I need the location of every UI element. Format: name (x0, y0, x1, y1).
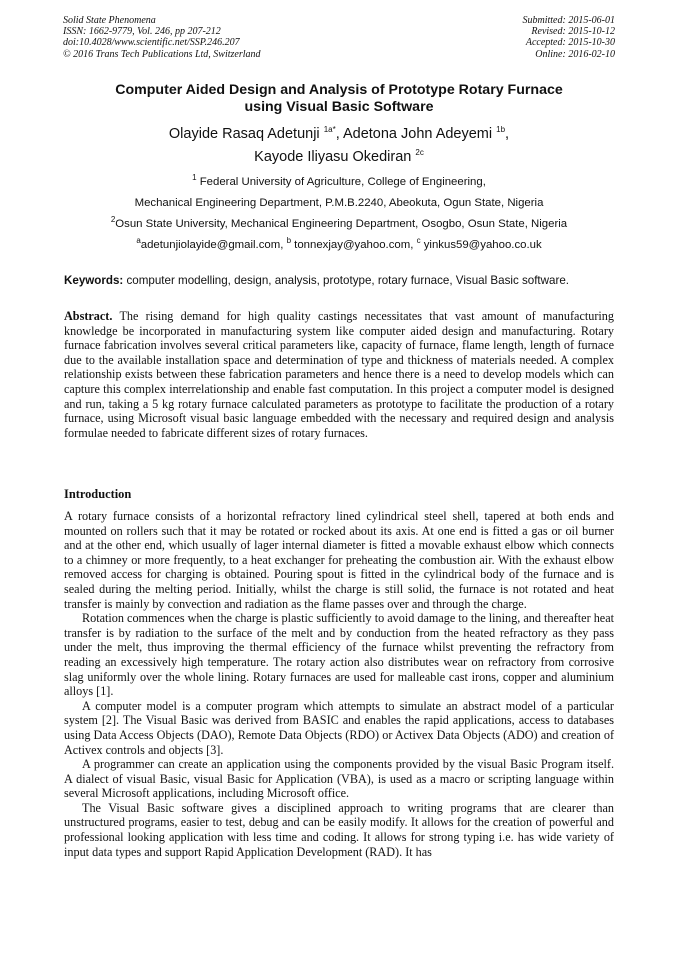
author-3: Kayode Iliyasu Okediran (254, 149, 412, 165)
affiliation-2-sup: 2 (110, 215, 116, 225)
issn: ISSN: 1662-9779, Vol. 246, pp 207-212 (63, 26, 221, 38)
author-sep-1: , (335, 126, 343, 142)
keywords-label: Keywords: (64, 274, 124, 287)
author-2: Adetona John Adeyemi (342, 126, 493, 142)
email-c: yinkus59@yahoo.co.uk (420, 239, 542, 251)
affiliation-1-line-1 (60, 175, 618, 189)
abstract-label: Abstract. (64, 309, 113, 323)
email-a: adetunjiolayide@gmail.com, (140, 239, 287, 251)
intro-paragraph-1: A rotary furnace consists of a horizontal refractory lined cylindrical steel shell, tapered at both ends and mounted on rollers such that it may be rotated or rocked about its axis. At one end is fitted a gas or oil burner and at the other end, which usually of lager internal diameter is fitted a movable exhaust elbow which connects to a chimney or more frequently, to a heat exchanger for preheating the combustion air. With the exhaust elbow removed access for charging is obtained. Pouring spout is fitted in the cylindrical body of the furnace and is sealed during the melting period. Initially, whilst the charge is still solid, the furnace is not rotated and heat transfer is mainly by convection and radiation as the flame passes over and through the charge. (64, 509, 614, 611)
author-sep-2: , (505, 126, 510, 142)
title-line-1: Computer Aided Design and Analysis of Prototype Rotary Furnace (115, 82, 563, 98)
online-date: Online: 2016-02-10 (535, 48, 615, 60)
email-b-sup: b (286, 236, 292, 246)
affiliation-2 (60, 217, 618, 231)
intro-paragraph-2: Rotation commences when the charge is plastic sufficiently to avoid damage to the lining, and thereafter heat transfer is by radiation to the surface of the melt and by conduction from the heated refractory as they pass under the melt, thus improving the thermal efficiency of the furnace whilst preventing the refractory from reading an excessively high temperature. The rotary action also distributes wear on refractory from corrosive slag uniformly over the whole lining. Rotary furnaces are used for malleable cast irons, copper and aluminium alloys [1]. (64, 611, 614, 699)
author-2-sup: 1b (496, 125, 506, 135)
intro-paragraph-3: A computer model is a computer program which attempts to simulate an abstract model of a particular system [2]. The Visual Basic was derived from BASIC and enables the rapid applications, access to databases using Data Access Objects (DAO), Remote Data Objects (RDO) or Activex Data Objects (ADO) and creation of Activex controls and objects [3]. (64, 698, 614, 757)
accepted-date: Accepted: 2015-10-30 (525, 37, 615, 49)
section-heading-introduction: Introduction (64, 487, 132, 501)
journal-name: Solid State Phenomena (63, 15, 156, 26)
abstract (64, 309, 614, 440)
journal-header-right (523, 15, 616, 60)
email-a-sup: a (136, 236, 141, 246)
intro-paragraph-4: A programmer can create an application using the components provided by the visual Basic Program itself. A dialect of visual Basic, visual Basic for Application (VBA), is used as a macro or scripting language within several Microsoft applications, including Microsoft office. (64, 757, 614, 801)
email-b: tonnexjay@yahoo.com, (291, 239, 417, 251)
keywords (64, 274, 624, 288)
submitted-date: Submitted: 2015-06-01 (522, 15, 615, 26)
author-list (60, 123, 618, 169)
abstract-text: The rising demand for high quality castings necessitates that vast amount of manufacturing knowledge be incorporated in manufacturing system like computer aided design and manufacturing. Rotary furnace fabrication involves several critical parameters like, capacity of furnace, flame length, length of furnace due to the available installation space and determination of type and thickness of materials needed. A complex relationship exists between these fabrication parameters and hence there is a need to develop models which can capture this complex interrelationship and enable fast computation. In this project a computer model is designed and run, taking a 5 kg rotary furnace calculated parameters as prototype to facilitate the production of a rotary furnace, using Microsoft visual basic language embedded with the necessary and required design and analysis formulae needed to fabricate different sizes of rotary furnaces. (64, 309, 614, 440)
email-c-sup: c (416, 236, 421, 246)
copyright: © 2016 Trans Tech Publications Ltd, Switzerland (63, 48, 261, 60)
keywords-text: computer modelling, design, analysis, prototype, rotary furnace, Visual Basic software. (123, 274, 570, 287)
author-3-sup: 2c (415, 148, 424, 158)
affiliation-1-sup: 1 (192, 173, 197, 183)
affiliation-2-text: Osun State University, Mechanical Engineering Department, Osogbo, Osun State, Nigeria (115, 218, 568, 230)
affiliation-1-line-2: Mechanical Engineering Department, P.M.B.2240, Abeokuta, Ogun State, Nigeria (134, 197, 544, 209)
email-line (60, 238, 618, 252)
author-1: Olayide Rasaq Adetunji (168, 126, 320, 142)
author-line-2 (60, 146, 618, 169)
affiliation-1-text: Federal University of Agriculture, College of Engineering, (196, 176, 486, 188)
title-line-2: using Visual Basic Software (244, 99, 434, 115)
revised-date: Revised: 2015-10-12 (531, 26, 615, 38)
introduction-body (64, 509, 614, 859)
journal-header-left (63, 15, 261, 60)
author-line-1 (60, 123, 618, 146)
intro-paragraph-5: The Visual Basic software gives a disciplined approach to writing programs that are clearer than unstructured programs, easier to test, debug and can be easily modify. It allows for the creation of powerful and professional looking application with less time and coding. It allows for strong typing i.e. has wide variety of input data types and support Rapid Application Development (RAD). It has (64, 800, 614, 859)
doi: doi:10.4028/www.scientific.net/SSP.246.207 (63, 37, 240, 49)
author-1-sup: 1a* (323, 125, 336, 135)
abstract-paragraph (64, 309, 614, 440)
paper-title (60, 82, 618, 116)
